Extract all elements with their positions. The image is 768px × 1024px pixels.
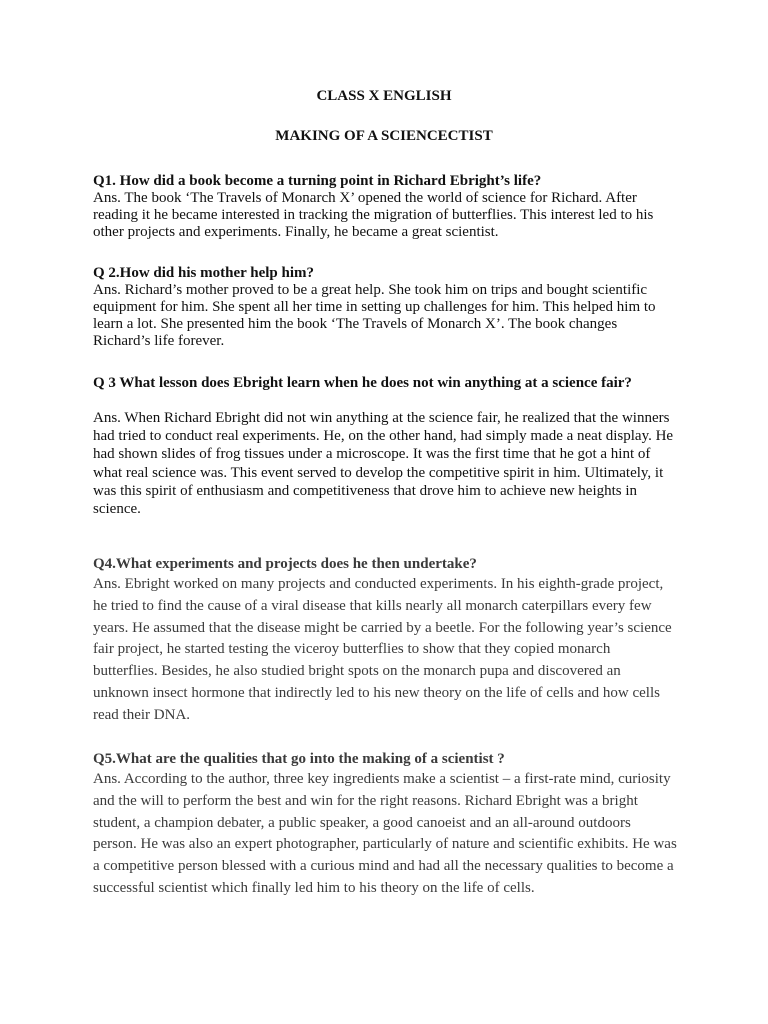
- chapter-title: MAKING OF A SCIENCECTIST: [275, 128, 493, 144]
- question-2: Q 2.How did his mother help him?: [93, 265, 315, 281]
- answer-3: Ans. When Richard Ebright did not win anything at the science fair, he realized that the winners had tried to conduct real experiments. He, on the other hand, had simply made a neat display. He had shown slides of frog tissues under a microscope. It was the first time that he got a hint of what real science was. This event served to develop the competitive spirit in him. Ultimately, it was this spirit of enthusiasm and competitiveness that drove him to achieve new heights in science.: [93, 410, 674, 518]
- qa-item-2: [93, 264, 678, 350]
- qa-item-5: [93, 750, 678, 900]
- class-title: CLASS X ENGLISH: [316, 88, 452, 104]
- answer-1: Ans. The book ‘The Travels of Monarch X’ opened the world of science for Richard. After reading it he became interested in tracking the migration of butterflies. This interest led to his other projects and experiments. Finally, he became a great scientist.: [93, 190, 654, 240]
- question-3: Q 3 What lesson does Ebright learn when he does not win anything at a science fair?: [93, 375, 632, 391]
- question-1: Q1. How did a book become a turning point in Richard Ebright’s life?: [93, 173, 542, 189]
- qa-item-3: [93, 374, 678, 518]
- answer-5: Ans. According to the author, three key ingredients make a scientist – a first-rate mind, curiosity and the will to perform the best and win for the right reasons. Richard Ebright was a bright student, a champion debater, a public speaker, a good canoeist and an all-around outdoors person. He was also an expert photographer, particularly of nature and scientific exhibits. He was a competitive person blessed with a curious mind and had all the necessary qualities to become a successful scientist which finally led him to his theory on the life of cells.: [93, 771, 677, 896]
- question-4: Q4.What experiments and projects does he then undertake?: [93, 556, 477, 572]
- answer-4: Ans. Ebright worked on many projects and conducted experiments. In his eighth-grade project, he tried to find the cause of a viral disease that kills nearly all monarch caterpillars every few years. He assumed that the disease might be carried by a beetle. For the following year’s science fair project, he started testing the viceroy butterflies to show that they copied monarch butterflies. Besides, he also studied bright spots on the monarch pupa and discovered an unknown insect hormone that indirectly led to his new theory on the life of cells and how cells read their DNA.: [93, 576, 672, 723]
- answer-2: Ans. Richard’s mother proved to be a great help. She took him on trips and bought scientific equipment for him. She spent all her time in setting up challenges for him. This helped him to learn a lot. She presented him the book ‘The Travels of Monarch X’. The book changes Richard’s life forever.: [93, 282, 656, 349]
- qa-item-4: [93, 555, 678, 727]
- qa-item-1: [93, 172, 678, 241]
- question-5: Q5.What are the qualities that go into the making of a scientist ?: [93, 751, 505, 767]
